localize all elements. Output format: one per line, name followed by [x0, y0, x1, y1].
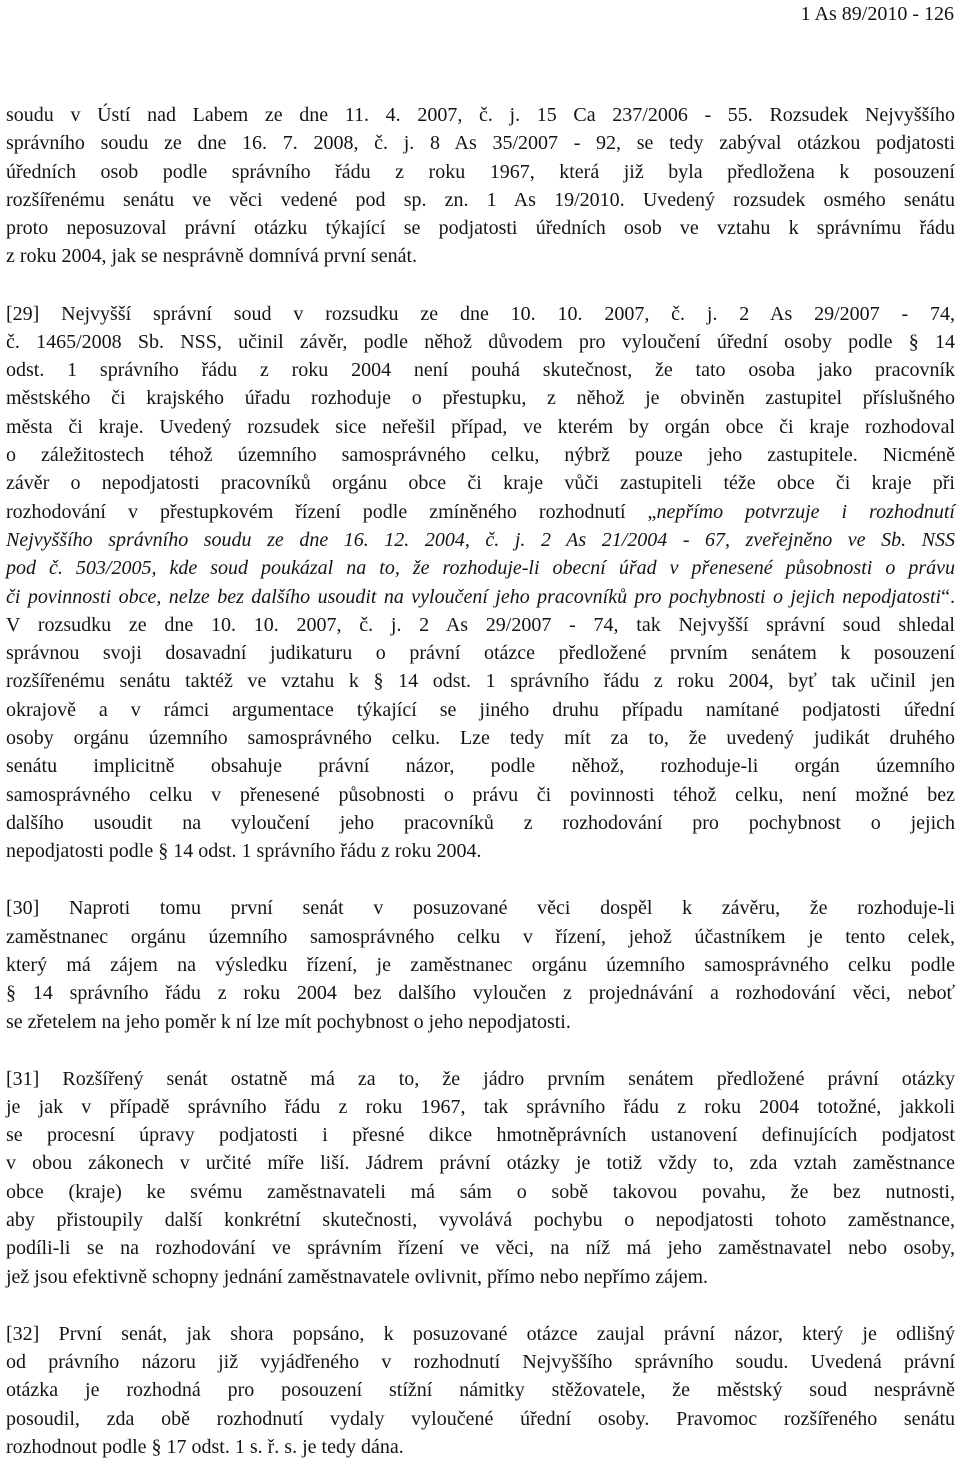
line-content	[6, 1181, 955, 1203]
text-segment: samosprávného celku v přenesené působnosti o právu či povinnosti téhož celku, není možné bez	[6, 783, 955, 806]
text-segment: rozšířenému senátu taktéž ve vztahu k § 14 odst. 1 správního řádu z roku 2004, byť tak učinil jen	[6, 670, 955, 693]
text-segment: č. 1465/2008 Sb. NSS, učinil závěr, podle něhož důvodem pro vyloučení úřední osoby podle § 14	[6, 330, 955, 353]
paragraph-continuation	[6, 101, 955, 271]
line-content	[6, 840, 482, 862]
paragraph-31	[6, 1065, 955, 1291]
line-content	[6, 926, 955, 948]
text-line	[6, 356, 955, 384]
text-segment: “.	[941, 585, 955, 608]
text-line	[6, 1206, 955, 1234]
line-content	[6, 444, 955, 466]
line-content	[6, 303, 955, 325]
text-line	[6, 611, 955, 639]
text-line	[6, 752, 955, 780]
paragraph-number: [30]	[6, 897, 40, 920]
text-line	[6, 300, 955, 328]
text-segment: odst. 1 správního řádu z roku 2004 není pouhá skutečnost, že tato osoba jako pracovník	[6, 359, 955, 382]
text-segment: města či kraje. Uvedený rozsudek sice neřešil případ, ve kterém by orgán obce či kraje rozhodoval	[6, 415, 955, 438]
line-content	[6, 387, 955, 409]
text-line	[6, 384, 955, 412]
text-segment: okrajově a v rámci argumentace týkající se jiného druhu případu namítané podjatosti úřední	[6, 698, 955, 721]
text-line	[6, 696, 955, 724]
text-segment: se zřetelem na jeho poměr k ní lze mít pochybnost o jeho nepodjatosti.	[6, 1010, 571, 1033]
text-line	[6, 1065, 955, 1093]
text-segment: Nejvyšší správní soud v rozsudku ze dne 10. 10. 2007, č. j. 2 As 29/2007 - 74,	[61, 302, 955, 325]
text-line	[6, 1121, 955, 1149]
text-segment: zaměstnanec orgánu územního samosprávného celku v řízení, jehož účastníkem je tento celek,	[6, 925, 955, 948]
line-content	[6, 784, 955, 806]
line-content	[6, 670, 955, 692]
line-content	[6, 1124, 955, 1146]
text-line	[6, 214, 955, 242]
text-segment: § 14 správního řádu z roku 2004 bez dalšího vyloučen z projednávání a rozhodování věci, neboť	[6, 982, 955, 1005]
text-segment: závěr o nepodjatosti pracovníků orgánu obce či kraje vůči zastupiteli téže obce či kraje při	[6, 472, 955, 495]
text-segment: v obou zákonech v určité míře liší. Jádrem právní otázky je totiž vždy to, zda vztah zaměstnance	[6, 1152, 955, 1175]
line-content	[6, 1266, 708, 1288]
text-segment: o záležitostech téhož územního samosprávného celku, nýbrž pouze jeho zastupitele. Nicméně	[6, 444, 955, 467]
text-line	[6, 129, 955, 157]
line-content	[6, 1068, 955, 1090]
text-line	[6, 809, 955, 837]
line-content	[6, 727, 955, 749]
line-content	[6, 557, 955, 579]
line-content	[6, 132, 955, 154]
text-segment: od právního názoru již vyjádřeného v rozhodnutí Nejvyššího správního soudu. Uvedená právní	[6, 1351, 955, 1374]
text-segment: otázka je rozhodná pro posouzení stížní námitky stěžovatele, že městský soud nesprávně	[6, 1379, 955, 1402]
text-segment: nepodjatosti podle § 14 odst. 1 správního řádu z roku 2004.	[6, 840, 482, 863]
text-segment: První senát, jak shora popsáno, k posuzované otázce zaujal právní názor, který je odlišný	[58, 1322, 956, 1345]
line-content	[6, 245, 417, 267]
quoted-italic-text: či povinnosti obce, nelze bez dalšího usoudit na vyloučení jeho pracovníků pro pochybnosti o jejich nepodjatosti	[6, 585, 942, 608]
text-line	[6, 469, 955, 497]
text-line	[6, 1405, 955, 1433]
text-segment: městského či krajského úřadu rozhoduje o přestupku, z něhož je obviněn zastupitel příslušného	[6, 387, 955, 410]
text-segment: rozhodování v přestupkovém řízení podle zmíněného rozhodnutí „	[6, 500, 657, 523]
text-segment: úředních osob podle správního řádu z roku 1967, která již byla předložena k posouzení	[6, 160, 955, 183]
text-segment: Rozšířený senát ostatně má za to, že jádro prvním senátem předložené právní otázky	[62, 1067, 955, 1090]
text-segment: správního soudu ze dne 16. 7. 2008, č. j. 8 As 35/2007 - 92, se tedy zabýval otázkou podjatosti	[6, 132, 955, 155]
paragraph-32	[6, 1320, 955, 1461]
line-content	[6, 161, 955, 183]
text-line	[6, 1149, 955, 1177]
text-line	[6, 667, 955, 695]
text-line	[6, 1320, 955, 1348]
text-line	[6, 724, 955, 752]
line-content	[6, 699, 955, 721]
text-line	[6, 1263, 955, 1291]
text-line	[6, 1178, 955, 1206]
text-line	[6, 328, 955, 356]
text-segment: posoudil, zda obě rozhodnutí vydaly vyloučené úřední osoby. Pravomoc rozšířeného senátu	[6, 1407, 955, 1430]
text-line	[6, 413, 955, 441]
line-content	[6, 1323, 955, 1345]
text-segment: se procesní úpravy podjatosti i přesné dikce hmotněprávních ustanovení definujících podjatost	[6, 1124, 955, 1147]
text-segment: správnou svoji dosavadní judikaturu o právní otázce předložené prvním senátem k posouzení	[6, 642, 955, 665]
text-segment: osoby orgánu územního samosprávného celku. Lze tedy mít za to, že uvedený judikát druhého	[6, 727, 955, 750]
quoted-italic-text: pod č. 503/2005, kde soud poukázal na to, že rozhoduje-li obecní úřad v přenesené působnosti o právu	[6, 557, 955, 580]
line-content	[6, 982, 955, 1004]
text-line	[6, 923, 955, 951]
line-content	[6, 812, 955, 834]
paragraph-number: [32]	[6, 1322, 40, 1345]
line-content	[6, 189, 955, 211]
line-content	[6, 416, 955, 438]
line-content	[6, 1209, 955, 1231]
line-content	[6, 1237, 955, 1259]
line-content	[6, 529, 955, 551]
text-line	[6, 242, 955, 270]
text-segment: je jak v případě správního řádu z roku 1967, tak správního řádu z roku 2004 totožné, jakkoli	[6, 1095, 955, 1118]
text-line	[6, 498, 955, 526]
quoted-italic-text: Nejvyššího správního soudu ze dne 16. 12. 2004, č. j. 2 As 21/2004 - 67, zveřejněno ve Sb. NSS	[6, 528, 955, 551]
text-line	[6, 186, 955, 214]
line-content	[6, 472, 955, 494]
text-segment: dalšího usoudit na vyloučení jeho pracovníků z rozhodování pro pochybnost o jejich	[6, 811, 955, 834]
line-content	[6, 1408, 955, 1430]
text-line	[6, 1093, 955, 1121]
document-body	[6, 101, 955, 1461]
text-segment: proto neposuzoval právní otázku týkající se podjatosti úředních osob ve vztahu k správnímu řádu	[6, 217, 955, 240]
text-line	[6, 1008, 955, 1036]
text-line	[6, 951, 955, 979]
paragraph-29	[6, 300, 955, 866]
text-segment: soudu v Ústí nad Labem ze dne 11. 4. 2007, č. j. 15 Ca 237/2006 - 55. Rozsudek Nejvyššího	[6, 104, 955, 126]
line-content	[6, 755, 955, 777]
line-content	[6, 642, 955, 664]
line-content	[6, 1096, 955, 1118]
quoted-italic-text: nepřímo potvrzuje i rozhodnutí	[656, 500, 955, 523]
text-line	[6, 101, 955, 129]
line-content	[6, 1379, 955, 1401]
line-content	[6, 954, 955, 976]
line-content	[6, 1351, 955, 1373]
text-segment: senátu implicitně obsahuje právní názor, podle něhož, rozhoduje-li orgán územního	[6, 755, 955, 778]
text-line	[6, 1376, 955, 1404]
text-line	[6, 1234, 955, 1262]
line-content	[6, 897, 955, 919]
text-segment: jež jsou efektivně schopny jednání zaměstnavatele ovlivnit, přímo nebo nepřímo zájem.	[6, 1265, 709, 1288]
text-line	[6, 781, 955, 809]
text-line	[6, 1433, 955, 1461]
line-content	[6, 614, 955, 636]
text-segment: rozšířenému senátu ve věci vedené pod sp. zn. 1 As 19/2010. Uvedený rozsudek osmého senátu	[6, 188, 955, 211]
text-line	[6, 894, 955, 922]
text-segment: podíli-li se na rozhodování ve správním řízení ve věci, na níž má jeho zaměstnavatel nebo osoby,	[6, 1237, 955, 1260]
text-segment: Naproti tomu první senát v posuzované věci dospěl k závěru, že rozhoduje-li	[69, 897, 955, 920]
text-segment: V rozsudku ze dne 10. 10. 2007, č. j. 2 As 29/2007 - 74, tak Nejvyšší správní soud shledal	[6, 613, 955, 636]
text-segment: z roku 2004, jak se nesprávně domnívá první senát.	[6, 245, 418, 268]
paragraph-30	[6, 894, 955, 1035]
text-line	[6, 1348, 955, 1376]
line-content	[6, 1011, 571, 1033]
line-content	[6, 586, 955, 608]
line-content	[6, 104, 955, 126]
line-content	[6, 501, 955, 523]
text-line	[6, 837, 955, 865]
line-content	[6, 217, 955, 239]
text-line	[6, 158, 955, 186]
text-line	[6, 639, 955, 667]
paragraph-number: [31]	[6, 1067, 40, 1090]
line-content	[6, 1152, 955, 1174]
text-line	[6, 583, 955, 611]
paragraph-number: [29]	[6, 302, 40, 325]
text-line	[6, 441, 955, 469]
text-line	[6, 979, 955, 1007]
line-content	[6, 359, 955, 381]
text-segment: obce (kraje) ke svému zaměstnavateli má sám o sobě takovou povahu, že bez nutnosti,	[6, 1180, 955, 1203]
line-content	[6, 1436, 404, 1458]
text-segment: rozhodnout podle § 17 odst. 1 s. ř. s. je tedy dána.	[6, 1435, 404, 1458]
text-line	[6, 554, 955, 582]
text-segment: aby přistoupily další konkrétní skutečnosti, vyvolává pochybu o nepodjatosti tohoto zaměstnance,	[6, 1209, 955, 1232]
file-number: 1 As 89/2010 - 126	[800, 3, 954, 25]
line-content	[6, 331, 955, 353]
text-segment: který má zájem na výsledku řízení, je zaměstnanec orgánu územního samosprávného celku podle	[6, 953, 955, 976]
text-line	[6, 526, 955, 554]
